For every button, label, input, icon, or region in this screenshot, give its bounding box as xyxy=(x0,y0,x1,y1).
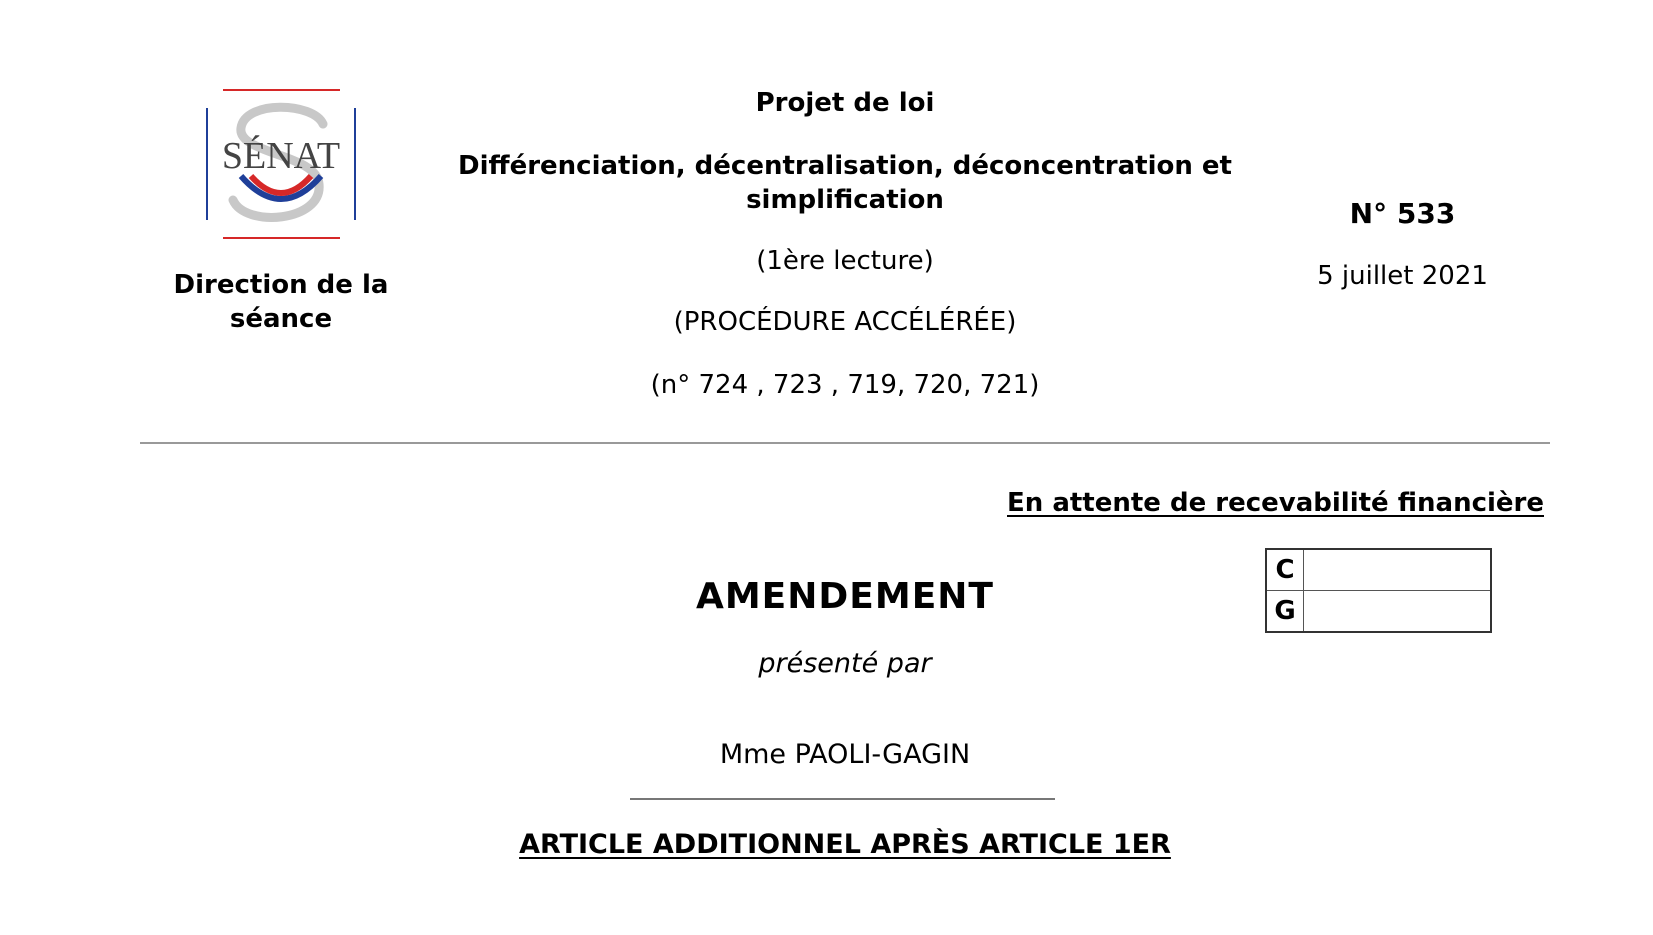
reading-label: (1ère lecture) xyxy=(756,246,934,276)
logo-wordmark: SÉNAT xyxy=(221,135,341,177)
cg-box xyxy=(1265,548,1492,633)
cg-value-g xyxy=(1304,591,1492,633)
article-heading xyxy=(420,828,1270,862)
author-name: Mme PAOLI-GAGIN xyxy=(719,739,971,770)
presented-by-label: présenté par xyxy=(758,648,932,679)
article-heading-text: ARTICLE ADDITIONNEL APRÈS ARTICLE 1ER xyxy=(519,829,1171,860)
cg-value-c xyxy=(1304,549,1492,591)
header-divider xyxy=(140,442,1550,444)
logo-caption: Direction de la séance xyxy=(173,270,389,334)
bill-title: Différenciation, décentralisation, déconcentration et simplification xyxy=(458,151,1232,215)
cg-label-c: C xyxy=(1266,549,1304,591)
amendment-heading: AMENDEMENT xyxy=(696,576,994,617)
cg-row-g xyxy=(1266,591,1491,633)
cg-label-g: G xyxy=(1266,591,1304,633)
author-divider xyxy=(630,798,1055,800)
cg-row-c xyxy=(1266,549,1491,591)
bill-type: Projet de loi xyxy=(755,88,935,118)
procedure-label: (PROCÉDURE ACCÉLÉRÉE) xyxy=(673,307,1017,337)
amendment-number: N° 533 xyxy=(1349,197,1456,230)
senat-logo-graphic xyxy=(205,88,357,240)
senat-logo-icon xyxy=(205,88,357,240)
status-label: En attente de recevabilité financière xyxy=(1007,488,1544,518)
amendment-date: 5 juillet 2021 xyxy=(1317,261,1488,291)
document-numbers: (n° 724 , 723 , 719, 720, 721) xyxy=(650,370,1040,400)
